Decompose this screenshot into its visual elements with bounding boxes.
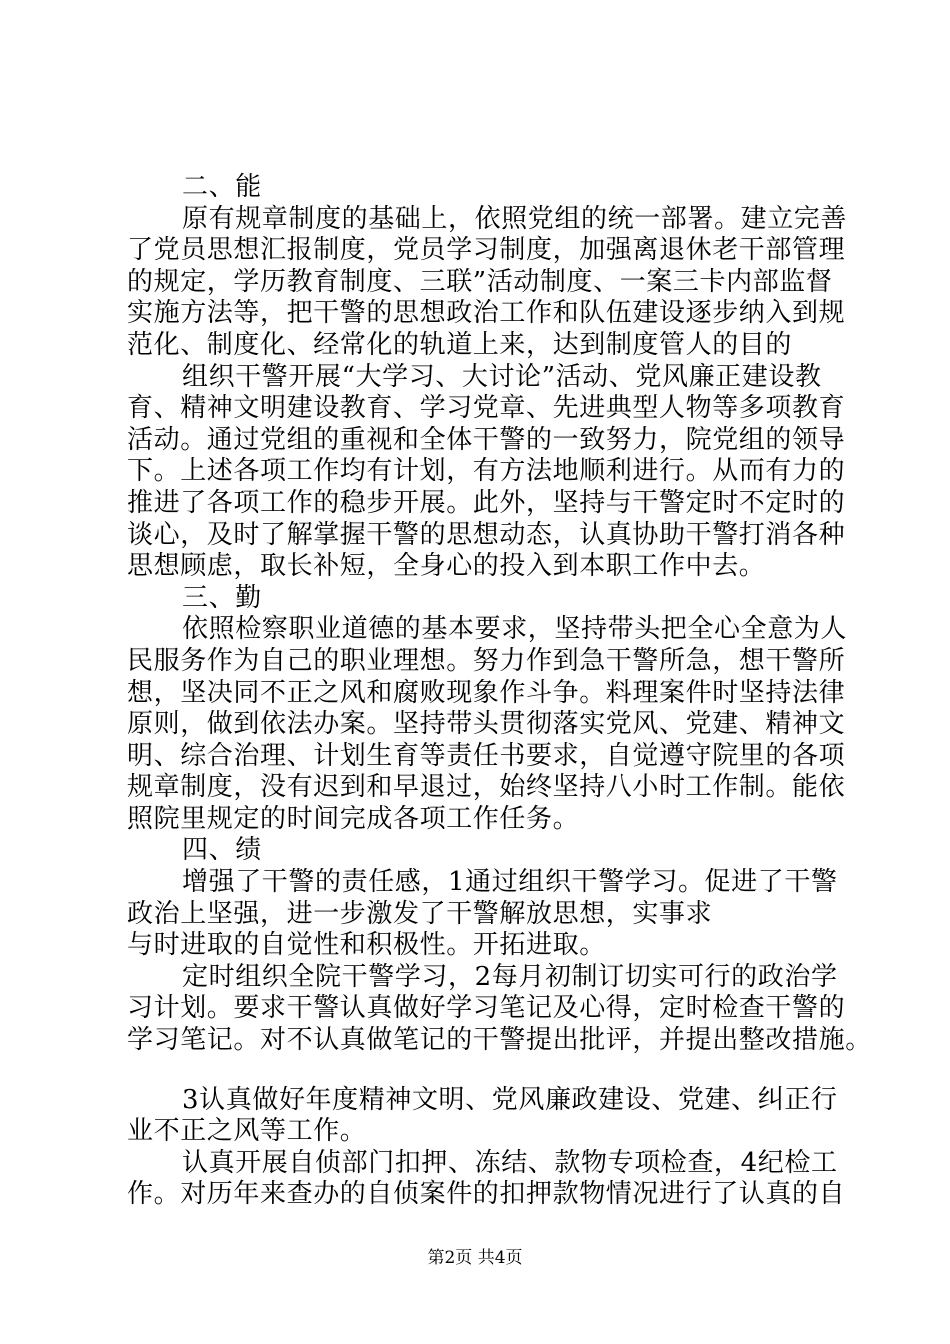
paragraph-line: 明、综合治理、计划生育等责任书要求，自觉遵守院里的各项: [127, 740, 846, 771]
paragraph-line: 原则，做到依法办案。坚持带头贯彻落实党风、党建、精神文: [127, 709, 846, 740]
paragraph-line: 组织干警开展“大学习、大讨论”活动、党风廉正建设教: [182, 361, 822, 392]
paragraph-line: 政治上坚强，进一步激发了干警解放思想，实事求: [127, 898, 713, 929]
paragraph-line: 认真开展自侦部门扣押、冻结、款物专项检查，4纪检工: [182, 1147, 838, 1178]
paragraph-line: 定时组织全院干警学习，2每月初制订切实可行的政治学: [182, 961, 838, 992]
paragraph-line: 习计划。要求干警认真做好学习笔记及心得，定时检查干警的: [127, 993, 846, 1024]
paragraph-line: 推进了各项工作的稳步开展。此外，坚持与干警定时不定时的: [127, 487, 846, 518]
paragraph-gap: [127, 1057, 847, 1085]
paragraph-line: 原有规章制度的基础上，依照党组的统一部署。建立完善: [182, 203, 848, 234]
page-footer: 第2页 共4页: [427, 1248, 523, 1268]
paragraph-line: 想，坚决同不正之风和腐败现象作斗争。料理案件时坚持法律: [127, 677, 846, 708]
paragraph-line: 谈心，及时了解掌握干警的思想动态，认真协助干警打消各种: [127, 519, 846, 550]
paragraph-line: 了党员思想汇报制度，党员学习制度，加强离退休老干部管理: [127, 235, 846, 266]
paragraph-line: 照院里规定的时间完成各项工作任务。: [127, 803, 580, 834]
paragraph-line: 思想顾虑，取长补短，全身心的投入到本职工作中去。: [127, 551, 766, 582]
paragraph-line: 3认真做好年度精神文明、党风廉政建设、党建、纠正行: [182, 1084, 838, 1115]
paragraph-line: 业不正之风等工作。: [127, 1116, 367, 1147]
paragraph-line: 作。对历年来查办的自侦案件的扣押款物情况进行了认真的自: [127, 1179, 846, 1210]
paragraph-line: 活动。通过党组的重视和全体干警的一致努力，院党组的领导: [127, 424, 846, 455]
section-heading-ji: 四、绩: [182, 835, 262, 866]
paragraph-line: 实施方法等，把干警的思想政治工作和队伍建设逐步纳入到规: [127, 298, 846, 329]
paragraph-line: 民服务作为自己的职业理想。努力作到急干警所急，想干警所: [127, 645, 846, 676]
section-heading-qin: 三、勤: [182, 582, 262, 613]
paragraph-line: 增强了干警的责任感，1通过组织干警学习。促进了干警: [182, 867, 838, 898]
paragraph-line: 范化、制度化、经常化的轨道上来，达到制度管人的目的: [127, 329, 793, 360]
paragraph-line: 学习笔记。对不认真做笔记的干警提出批评，并提出整改措施。: [127, 1025, 872, 1056]
paragraph-line: 下。上述各项工作均有计划，有方法地顺利进行。从而有力的: [127, 456, 846, 487]
section-heading-neng: 二、能: [182, 172, 262, 202]
document-body: [127, 172, 872, 1211]
paragraph-line: 依照检察职业道德的基本要求，坚持带头把全心全意为人: [182, 614, 848, 645]
paragraph-line: 规章制度，没有迟到和早退过，始终坚持八小时工作制。能依: [127, 772, 846, 803]
paragraph-line: 与时进取的自觉性和积极性。开拓进取。: [127, 930, 606, 961]
paragraph-line: 育、精神文明建设教育、学习党章、先进典型人物等多项教育: [127, 393, 846, 424]
paragraph-line: 的规定，学历教育制度、三联”活动制度、一案三卡内部监督: [127, 266, 833, 297]
